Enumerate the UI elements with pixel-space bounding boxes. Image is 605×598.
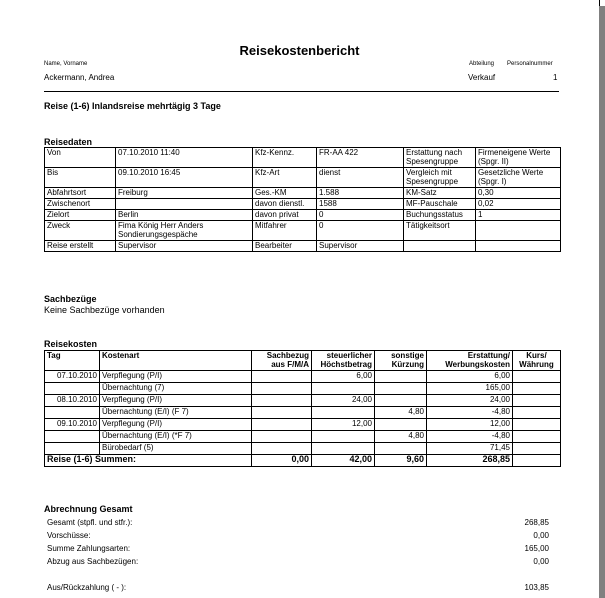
reisedaten-cell: Berlin [116,210,253,221]
reisekosten-cell: 4,80 [375,431,427,443]
reisekosten-cell [375,371,427,383]
reisekosten-cell: -4,80 [427,431,513,443]
reisekosten-cell: 6,00 [427,371,513,383]
reisedaten-cell [404,241,476,252]
reisekosten-cell [375,419,427,431]
reisedaten-cell: 1 [476,210,561,221]
reisekosten-header-cell: Kostenart [100,351,252,371]
reisedaten-cell: Supervisor [116,241,253,252]
sum-label: Reise (1-6) Summen: [45,455,252,467]
reisekosten-heading: Reisekosten [44,339,98,349]
reisekosten-cell [45,383,100,395]
reisekosten-cell [513,419,561,431]
reisekosten-cell [513,395,561,407]
reisekosten-cell [375,443,427,455]
reisekosten-cell [312,407,375,419]
reisekosten-row [45,419,561,431]
reisekosten-cell [45,431,100,443]
sachbezuege-heading: Sachbezüge [44,294,97,304]
reisekosten-cell: 71,45 [427,443,513,455]
reisekosten-cell: 24,00 [427,395,513,407]
reisedaten-cell: Ges.-KM [253,188,317,199]
reisekosten-cell: Verpflegung (P/I) [100,371,252,383]
reisekosten-row [45,431,561,443]
reisekosten-header-cell: Kurs/ Währung [513,351,561,371]
reisekosten-cell: -4,80 [427,407,513,419]
reisedaten-cell: FR-AA 422 [317,148,404,168]
employee-dept: Verkauf [468,73,496,82]
reisedaten-cell: 1.588 [317,188,404,199]
reisekosten-cell: 4,80 [375,407,427,419]
abrechnung-value: 268,85 [524,518,549,527]
reisedaten-row [45,199,561,210]
reisedaten-table [44,147,561,252]
reisekosten-row [45,443,561,455]
final-label: Aus/Rückzahlung ( - ): [47,583,127,592]
reisekosten-cell: Bürobedarf (5) [100,443,252,455]
reisekosten-header-row [45,351,561,371]
reisekosten-cell [252,407,312,419]
reisedaten-cell [116,199,253,210]
sum-value: 0,00 [252,455,312,467]
pers-label: Personalnummer [507,61,553,67]
abrechnung-value: 0,00 [533,531,549,540]
reisekosten-cell [252,383,312,395]
reisekosten-header-cell: steuerlicher Höchstbetrag [312,351,375,371]
reisekosten-cell [375,395,427,407]
reisekosten-cell [252,443,312,455]
reisedaten-cell: Buchungsstatus [404,210,476,221]
reisedaten-cell: MF-Pauschale [404,199,476,210]
reisekosten-row [45,383,561,395]
page-shadow [599,6,605,598]
reisedaten-cell: 0 [317,210,404,221]
reisekosten-cell: 6,00 [312,371,375,383]
reisedaten-cell: Tätigkeitsort [404,221,476,241]
reisekosten-cell [312,431,375,443]
reisekosten-table [44,350,561,467]
reisedaten-cell: davon dienstl. [253,199,317,210]
reisedaten-cell: Vergleich mit Spesengruppe [404,168,476,188]
reisekosten-row [45,407,561,419]
employee-name: Ackermann, Andrea [44,73,115,82]
reisekosten-cell [513,371,561,383]
name-label: Name, Vorname [44,61,88,67]
reisedaten-row [45,241,561,252]
reisedaten-cell: 0,30 [476,188,561,199]
reisekosten-cell [513,407,561,419]
reisedaten-row [45,210,561,221]
reisedaten-cell: 07.10.2010 11:40 [116,148,253,168]
reisedaten-heading: Reisedaten [44,137,93,147]
reisekosten-cell [513,431,561,443]
reisekosten-cell [252,431,312,443]
reisedaten-row [45,168,561,188]
abrechnung-label: Summe Zahlungsarten: [47,544,131,553]
abrechnung-heading: Abrechnung Gesamt [44,504,133,514]
abrechnung-label: Abzug aus Sachbezügen: [47,557,139,566]
reisekosten-cell [312,443,375,455]
reisekosten-cell [252,371,312,383]
reisekosten-cell: Übernachtung (7) [100,383,252,395]
reisedaten-cell: KM-Satz [404,188,476,199]
reisekosten-cell [513,383,561,395]
reisedaten-row [45,148,561,168]
reisekosten-header-cell: Tag [45,351,100,371]
reisekosten-cell [252,419,312,431]
reisekosten-header-cell: sonstige Kürzung [375,351,427,371]
reisedaten-cell: Zweck [45,221,116,241]
reisekosten-cell: 12,00 [427,419,513,431]
reisedaten-cell: dienst [317,168,404,188]
reisekosten-cell [45,443,100,455]
reisedaten-cell: Mitfahrer [253,221,317,241]
reisekosten-header-cell: Sachbezug aus F/M/A [252,351,312,371]
reisekosten-header-cell: Erstattung/ Werbungskosten [427,351,513,371]
reisekosten-sum-row [45,455,561,467]
dept-label: Abteilung [469,61,495,67]
final-value: 103,85 [524,583,549,592]
reisedaten-cell: Fima König Herr Anders Sondierungsgespäche [116,221,253,241]
reisekosten-cell: 24,00 [312,395,375,407]
reisedaten-cell: 1588 [317,199,404,210]
abrechnung-label: Vorschüsse: [47,531,91,540]
reisekosten-cell [45,407,100,419]
reisedaten-cell: Supervisor [317,241,404,252]
trip-title: Reise (1-6) Inlandsreise mehrtägig 3 Tage [44,101,221,111]
sachbezuege-text: Keine Sachbezüge vorhanden [44,305,165,315]
reisedaten-cell [476,241,561,252]
reisekosten-row [45,395,561,407]
reisekosten-cell: 09.10.2010 [45,419,100,431]
reisedaten-cell: davon privat [253,210,317,221]
reisekosten-cell: 165,00 [427,383,513,395]
reisekosten-cell: Übernachtung (E/I) (F 7) [100,407,252,419]
abrechnung-value: 0,00 [533,557,549,566]
report-title: Reisekostenbericht [239,43,360,58]
reisekosten-row [45,371,561,383]
reisedaten-cell: Kfz-Kennz. [253,148,317,168]
reisekosten-cell [312,383,375,395]
reisedaten-cell: Freiburg [116,188,253,199]
reisedaten-cell: Firmeneigene Werte (Spgr. II) [476,148,561,168]
reisekosten-cell [375,383,427,395]
reisedaten-cell: Erstattung nach Spesengruppe [404,148,476,168]
reisedaten-cell: Kfz-Art [253,168,317,188]
reisekosten-cell: 12,00 [312,419,375,431]
reisekosten-cell: Verpflegung (P/I) [100,419,252,431]
reisedaten-row [45,188,561,199]
reisedaten-cell: Zielort [45,210,116,221]
reisekosten-cell: 07.10.2010 [45,371,100,383]
reisedaten-cell: Reise erstellt [45,241,116,252]
reisekosten-cell: Verpflegung (P/I) [100,395,252,407]
abrechnung-value: 165,00 [524,544,549,553]
abrechnung-label: Gesamt (stpfl. und stfr.): [47,518,133,527]
reisedaten-cell: 0 [317,221,404,241]
sum-value: 42,00 [312,455,375,467]
reisedaten-cell: Abfahrtsort [45,188,116,199]
reisekosten-cell: 08.10.2010 [45,395,100,407]
reisekosten-cell: Übernachtung (E/I) (*F 7) [100,431,252,443]
reisedaten-cell: Gesetzliche Werte (Spgr. I) [476,168,561,188]
reisekosten-cell [252,395,312,407]
reisedaten-cell: Von [45,148,116,168]
reisedaten-row [45,221,561,241]
header-divider [44,91,559,92]
reisedaten-cell [476,221,561,241]
reisekosten-cell [513,443,561,455]
sum-value: 9,60 [375,455,427,467]
reisedaten-cell: 09.10.2010 16:45 [116,168,253,188]
sum-value: 268,85 [427,455,513,467]
sum-value [513,455,561,467]
reisedaten-cell: Zwischenort [45,199,116,210]
reisedaten-cell: Bearbeiter [253,241,317,252]
employee-number: 1 [553,73,558,82]
reisedaten-cell: Bis [45,168,116,188]
reisedaten-cell: 0,02 [476,199,561,210]
